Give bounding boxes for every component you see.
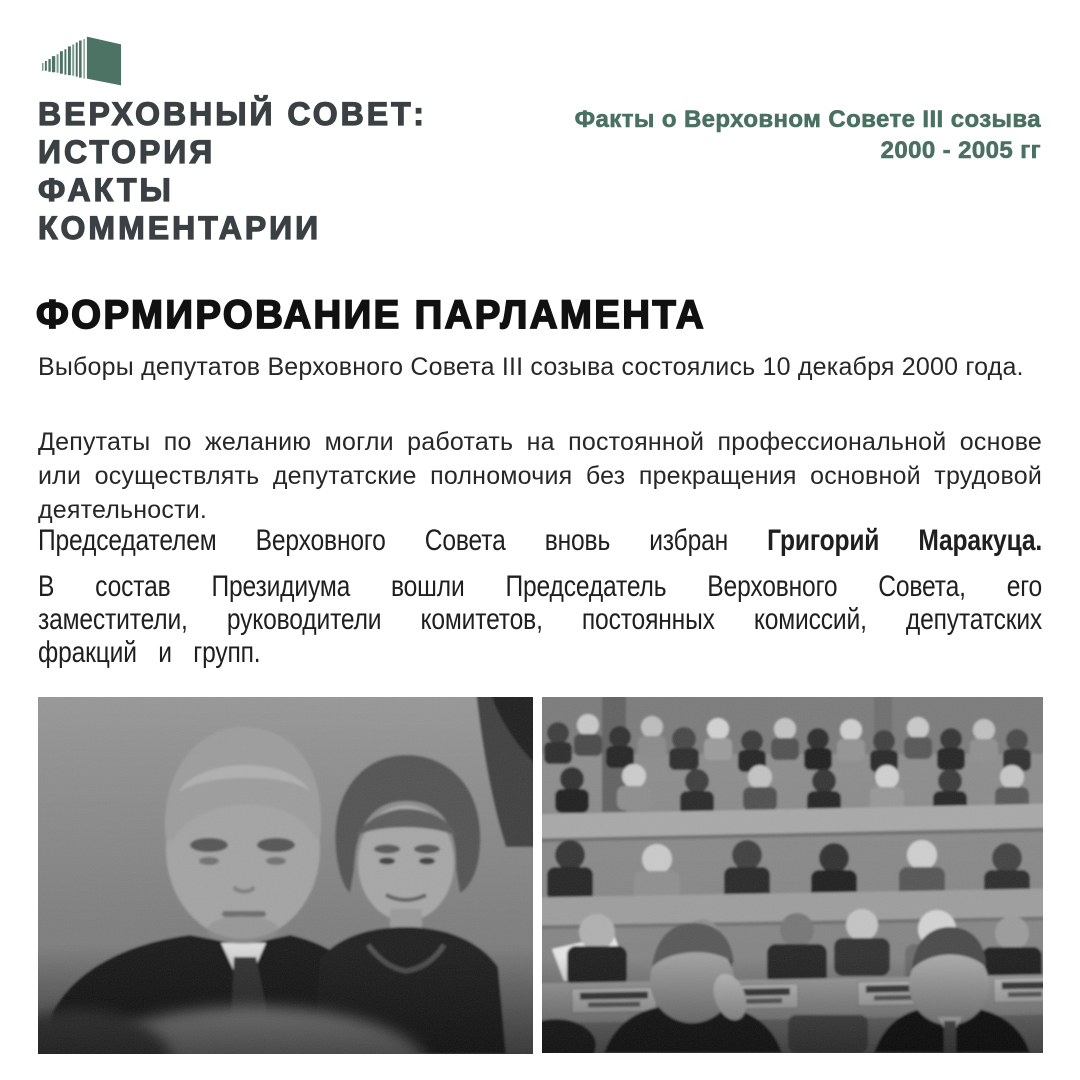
photo-deputies-closeup-image [38,697,533,1054]
brand-title-line: ФАКТЫ [38,172,174,208]
paragraph-elections: Выборы депутатов Верховного Совета III созыва состоялись 10 декабря 2000 года. [38,353,1024,381]
paragraph-deputies-work: Депутаты по желанию могли работать на постоянной профессиональной основе или осуществлять депутатские полномочия без прекращения основной трудовой деятельности. [38,428,1042,524]
brand-title [38,95,427,247]
paragraph-chairman [38,524,1042,557]
paragraph-chairman-text: Председателем Верховного Совета вновь избран [38,524,768,557]
issue-subtitle [575,104,1041,166]
brand-title-line: ВЕРХОВНЫЙ СОВЕТ: [38,96,427,132]
paragraph-presidium: В состав Президиума вошли Председатель Верховного Совета, его заместители, руководители комитетов, постоянных комиссий, депутатских фракций и групп. [38,570,1043,669]
section-heading: ФОРМИРОВАНИЕ ПАРЛАМЕНТА [36,293,706,337]
brand-title-line: КОММЕНТАРИИ [38,210,322,246]
photo-deputies-closeup [38,697,533,1054]
brand-title-line: ИСТОРИЯ [38,134,216,170]
chairman-name: Григорий Маракуца. [767,524,1043,557]
issue-subtitle-line: Факты о Верховном Совете III созыва [574,106,1041,133]
photo-session-hall-image [542,697,1043,1053]
issue-subtitle-line: 2000 - 2005 гг [880,137,1041,164]
photo-session-hall [542,697,1043,1053]
supreme-council-building-icon [40,30,124,92]
